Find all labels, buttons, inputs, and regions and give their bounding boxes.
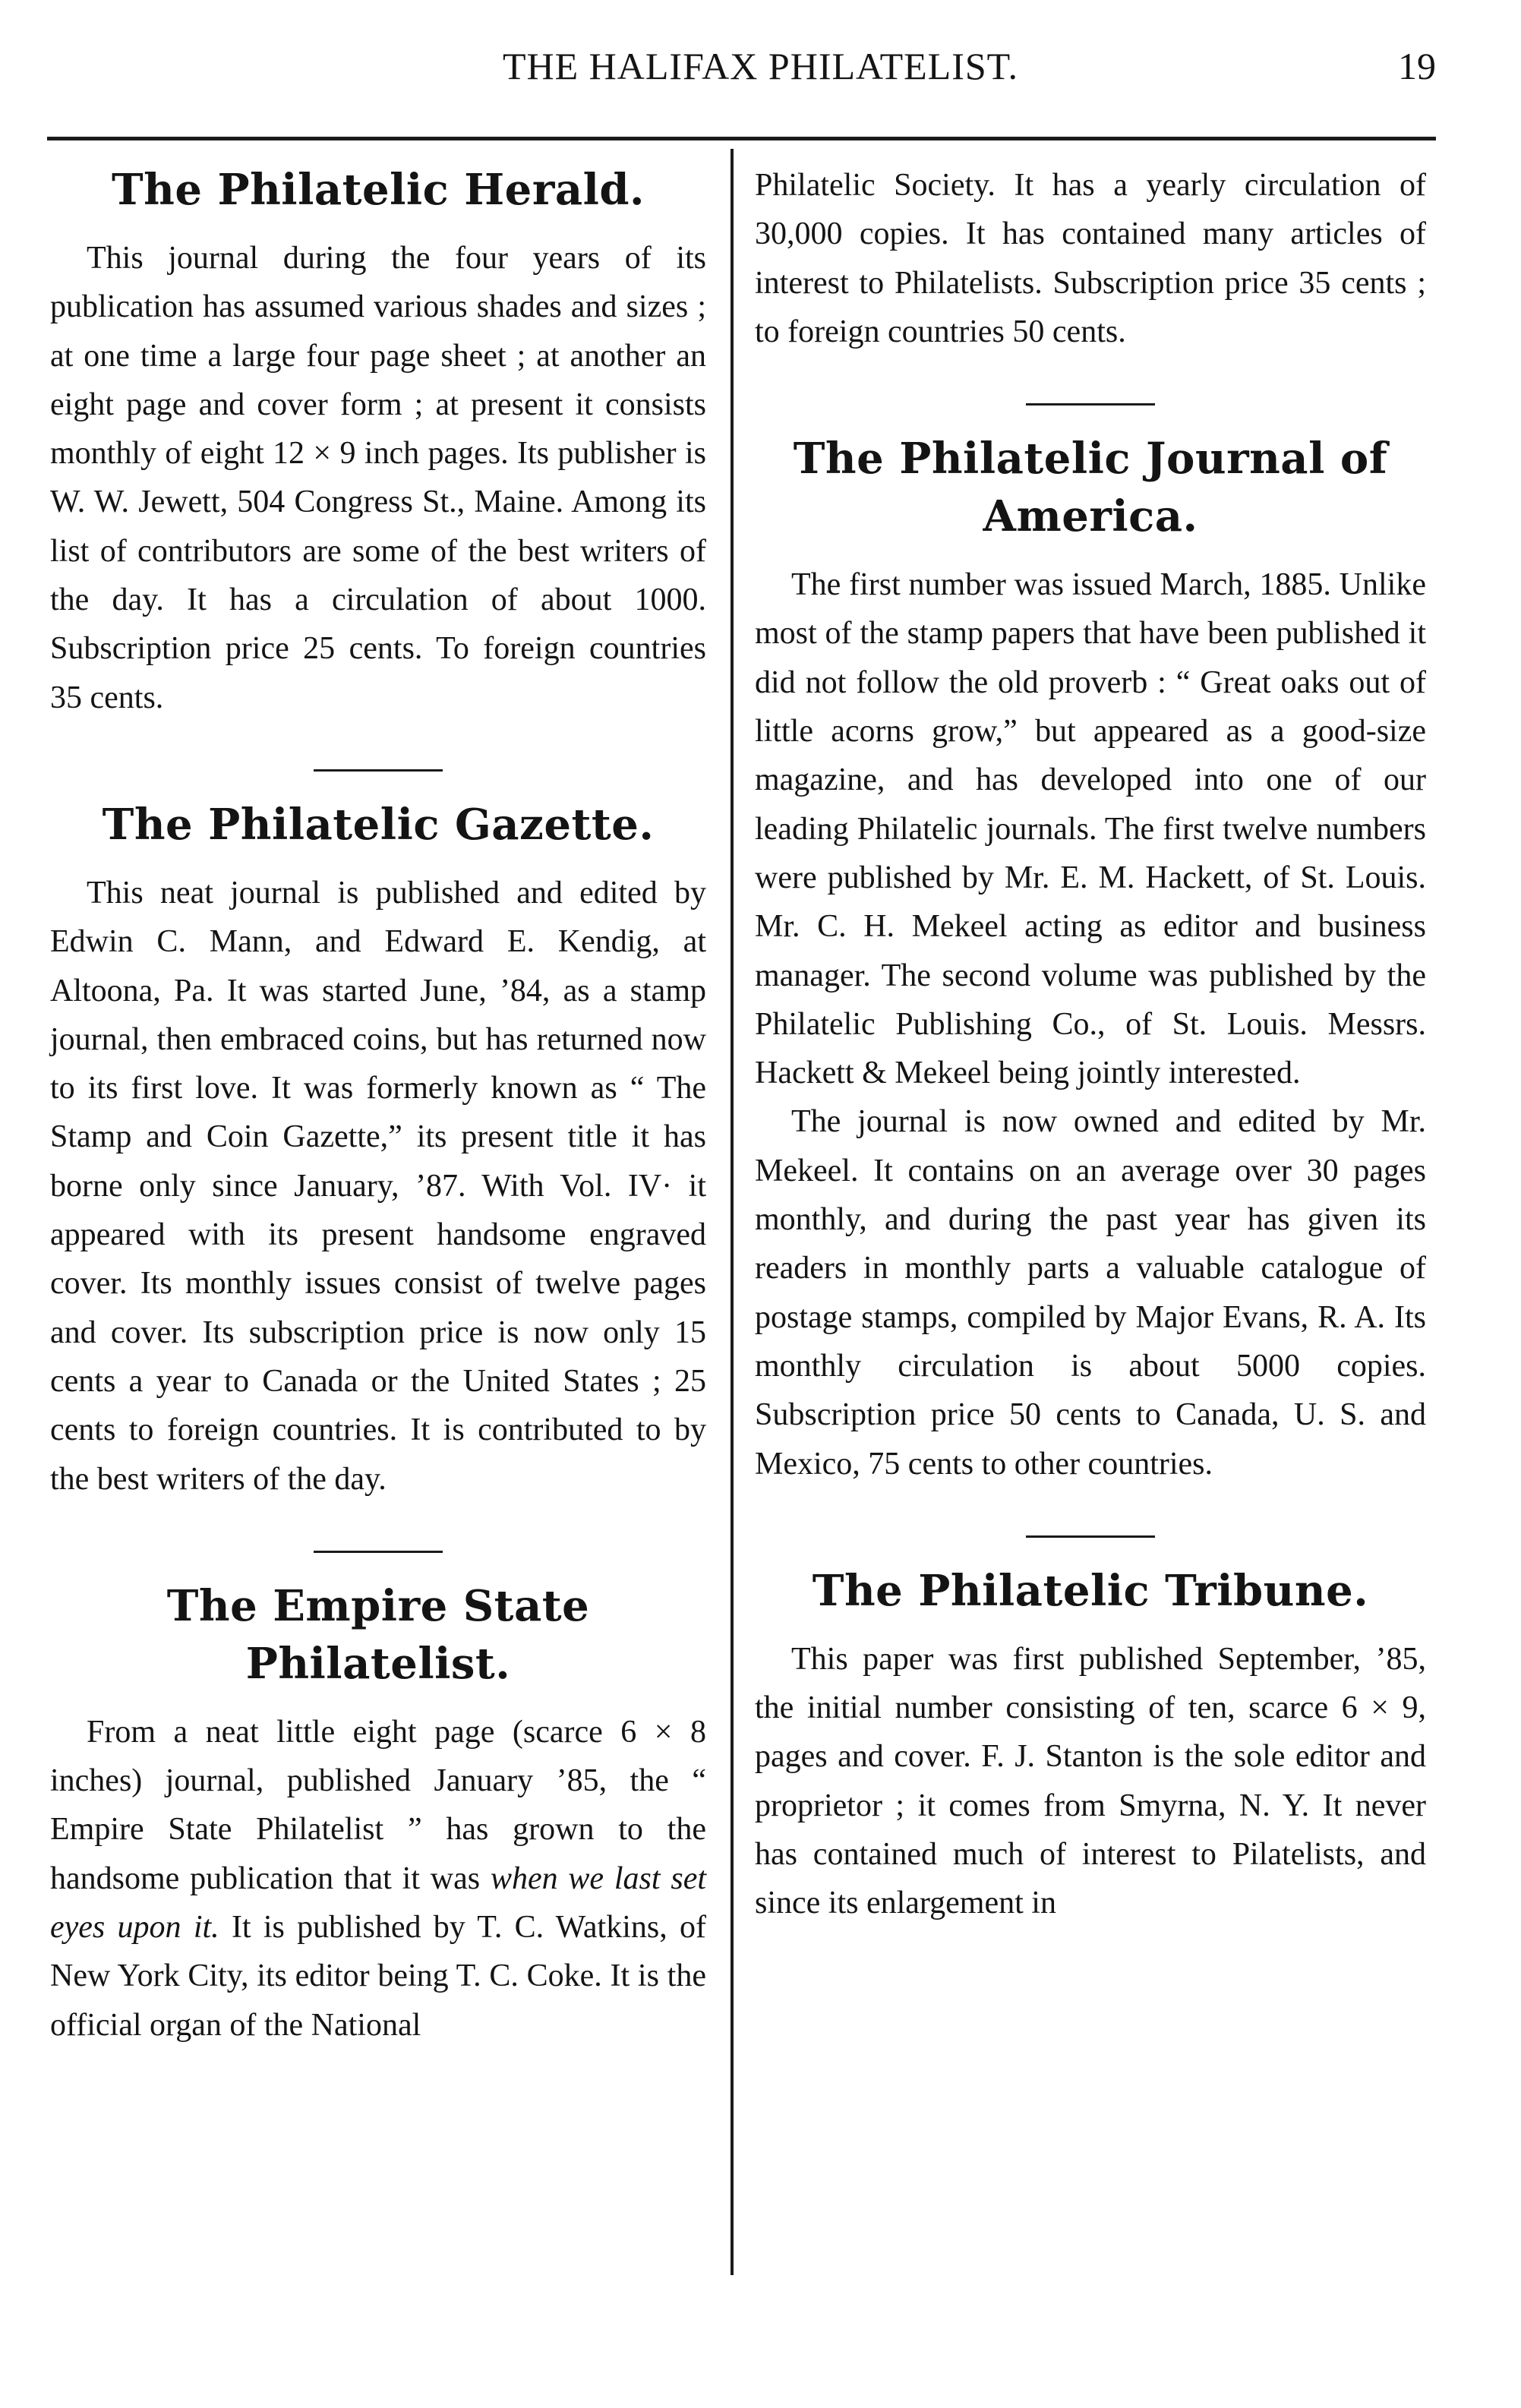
section-separator	[314, 1551, 443, 1553]
section-separator	[1026, 403, 1155, 406]
article-philatelic-gazette	[50, 796, 706, 1504]
article-empire-state-philatelist	[50, 1577, 706, 2050]
header-rule	[47, 137, 1436, 140]
article-philatelic-journal-of-america	[755, 430, 1426, 1488]
article-heading: The Philatelic Tribune.	[812, 1565, 1369, 1616]
article-heading: The Empire State Philatelist.	[166, 1580, 590, 1689]
running-head: THE HALIFAX PHILATELIST.	[502, 45, 1018, 87]
article-body-continued: Philatelic Society. It has a yearly circulation of 30,000 copies. It has contained many articles of interest to Philatelists. Subscription price 35 cents ; to foreign countries 50 cents.	[755, 168, 1426, 349]
article-philatelic-tribune	[755, 1562, 1426, 1928]
body-text: It is published by T. C. Watkins, of New York City, its editor being T. C. Coke. It is the official organ of the National	[50, 1910, 707, 2043]
article-heading	[755, 430, 1426, 545]
article-body: This journal during the four years of its publication has assumed various shades and sizes ; at one time a large four page sheet ; at another an eight page and cover form ; at present it consists monthly of eight 12 × 9 inch pages. Its publisher is W. W. Jewett, 504 Congress St., Maine. Among its list of contributors are some of the best writers of the day. It has a circulation of about 1000. Subscription price 25 cents. To foreign countries 35 cents.	[50, 241, 706, 715]
body-text: From a neat little eight page (scarce 6 × 8 inches) journal, published January ’85, the “ Empire State Philatelist ” has grown to the handsome publication that it was	[50, 1714, 706, 1896]
heading-line: America.	[983, 491, 1198, 542]
article-heading: The Philatelic Herald.	[111, 165, 645, 215]
section-separator	[314, 769, 443, 772]
article-body	[50, 1708, 706, 2050]
page-number: 19	[1398, 45, 1436, 87]
article-body: This neat journal is published and edited by Edwin C. Mann, and Edward E. Kendig, at Altoona, Pa. It was started June, ’84, as a stamp journal, then embraced coins, but has returned now to its first love. It was formerly known as “ The Stamp and Coin Gazette,” its present title it has borne only since January, ’87. With Vol. IV· it appeared with its present handsome engraved cover. Its monthly issues consist of twelve pages and cover. Its subscription price is now only 15 cents a year to Canada or the United States ; 25 cents to foreign countries. It is contributed to by the best writers of the day.	[50, 875, 706, 1497]
heading-line: The Philatelic Journal of	[793, 434, 1388, 484]
right-column	[755, 161, 1426, 1928]
article-philatelic-herald	[50, 161, 706, 722]
section-separator	[1026, 1535, 1155, 1538]
italic-phrase: when we last set eyes upon it.	[50, 1860, 707, 1946]
article-body: The journal is now owned and edited by Mr. Mekeel. It contains on an average over 30 pages monthly, and during the past year has given its readers in monthly parts a valuable catalogue of postage stamps, compiled by Major Evans, R. A. Its monthly circulation is about 5000 copies. Subscription price 50 cents to Canada, U. S. and Mexico, 75 cents to other countries.	[755, 1104, 1426, 1482]
article-heading: The Philatelic Gazette.	[102, 799, 655, 850]
article-empire-continued	[755, 161, 1426, 356]
left-column	[50, 161, 706, 2050]
article-body: The first number was issued March, 1885. Unlike most of the stamp papers that have been published it did not follow the old proverb : “ Great oaks out of little acorns grow,” but appeared as a good-size magazine, and has developed into one of our leading Philatelic journals. The first twelve numbers were published by Mr. E. M. Hackett, of St. Louis. Mr. C. H. Mekeel acting as editor and business manager. The second volume was published by the Philatelic Publishing Co., of St. Louis. Messrs. Hackett & Mekeel being jointly interested.	[755, 567, 1426, 1091]
column-divider	[731, 149, 734, 2275]
article-body: This paper was first published September, ’85, the initial number consisting of ten, scarce 6 × 9, pages and cover. F. J. Stanton is the sole editor and proprietor ; it comes from Smyrna, N. Y. It never has contained much of interest to Pilatelists, and since its enlargement in	[755, 1641, 1426, 1921]
